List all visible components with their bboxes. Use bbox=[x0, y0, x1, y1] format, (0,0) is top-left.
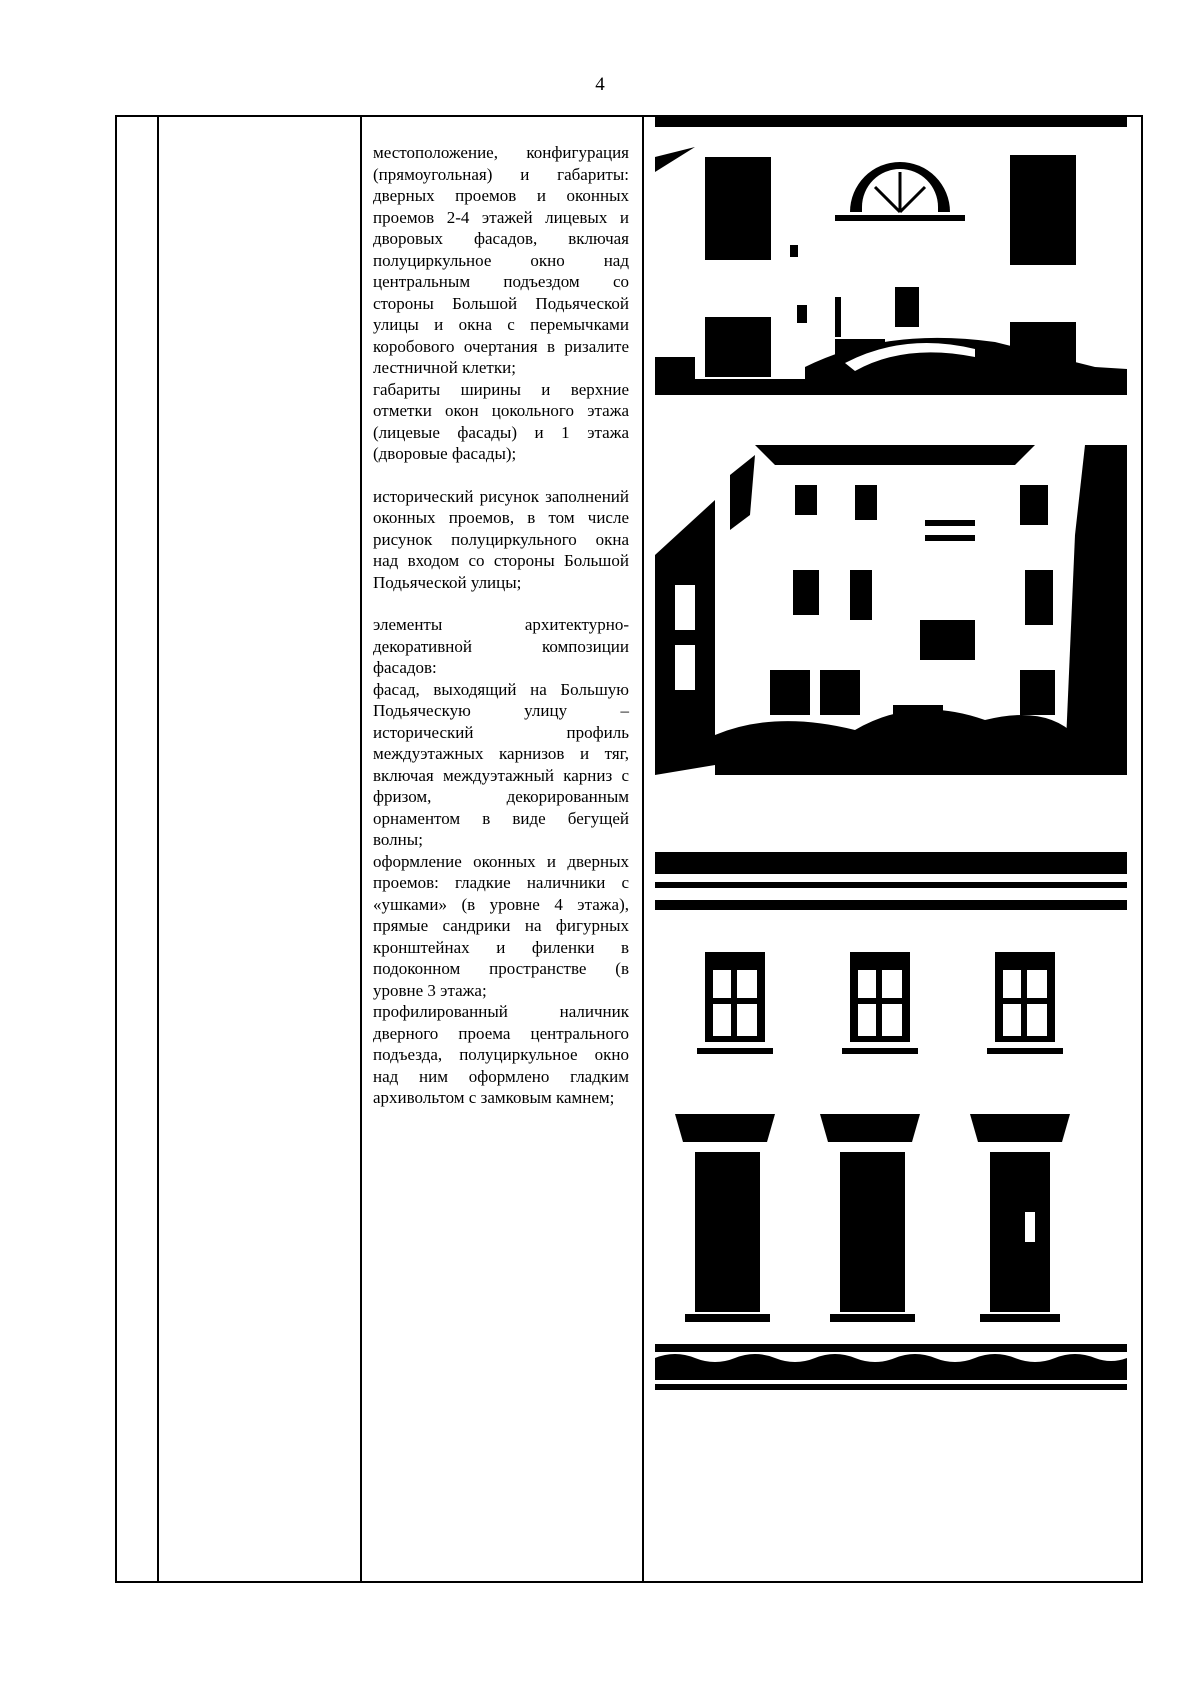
column-divider bbox=[360, 117, 362, 1581]
paragraph-window-framing: оформление оконных и дверных проемов: гладкие наличники с «ушками» (в уровне 4 этажа), прямые сандрики на фигурных кронштейнах и филенки в подоконном пространстве (в уровне 3 этажа; bbox=[373, 851, 629, 1000]
page-number: 4 bbox=[595, 74, 605, 95]
paragraph-entrance-door: профилированный наличник дверного проема центрального подъезда, полуциркульное окно над ним оформлено гладким архивольтом с замковым камнем; bbox=[373, 1002, 629, 1107]
column-divider bbox=[642, 117, 644, 1581]
street-facade-detail-photo bbox=[655, 852, 1127, 1394]
paragraph-window-fillings: исторический рисунок заполнений оконных проемов, в том числе рисунок полуциркульного окна над входом со стороны Большой Подьяческой улицы; bbox=[373, 486, 629, 592]
paragraph-basement-windows: габариты ширины и верхние отметки окон цокольного этажа (лицевые фасады) и 1 этажа (дворовые фасады); bbox=[373, 379, 629, 463]
paragraph-openings: местоположение, конфигурация (прямоугольная) и габариты: дверных проемов и оконных проемов 2-4 этажей лицевых и дворовых фасадов, включая полуциркульное окно над центральным подъездом со стороны Большой Подьяческой улицы и окна с перемычками коробового очертания в ризалите лестничной клетки; bbox=[373, 143, 629, 377]
facade-photo-semicircular-window bbox=[655, 117, 1127, 395]
courtyard-photo bbox=[655, 445, 1127, 775]
description-cell bbox=[373, 142, 629, 1109]
column-divider bbox=[157, 117, 159, 1581]
lower-window-group bbox=[675, 1114, 1070, 1322]
upper-window-group bbox=[697, 952, 1063, 1054]
protected-elements-table bbox=[115, 115, 1143, 1583]
paragraph-decor-heading: элементы архитектурно-декоративной композиции фасадов: bbox=[373, 615, 629, 677]
paragraph-cornices: фасад, выходящий на Большую Подьяческую улицу – исторический профиль междуэтажных карнизов и тяг, включая междуэтажный карниз с фризом, декорированным орнаментом в виде бегущей волны; bbox=[373, 679, 629, 849]
